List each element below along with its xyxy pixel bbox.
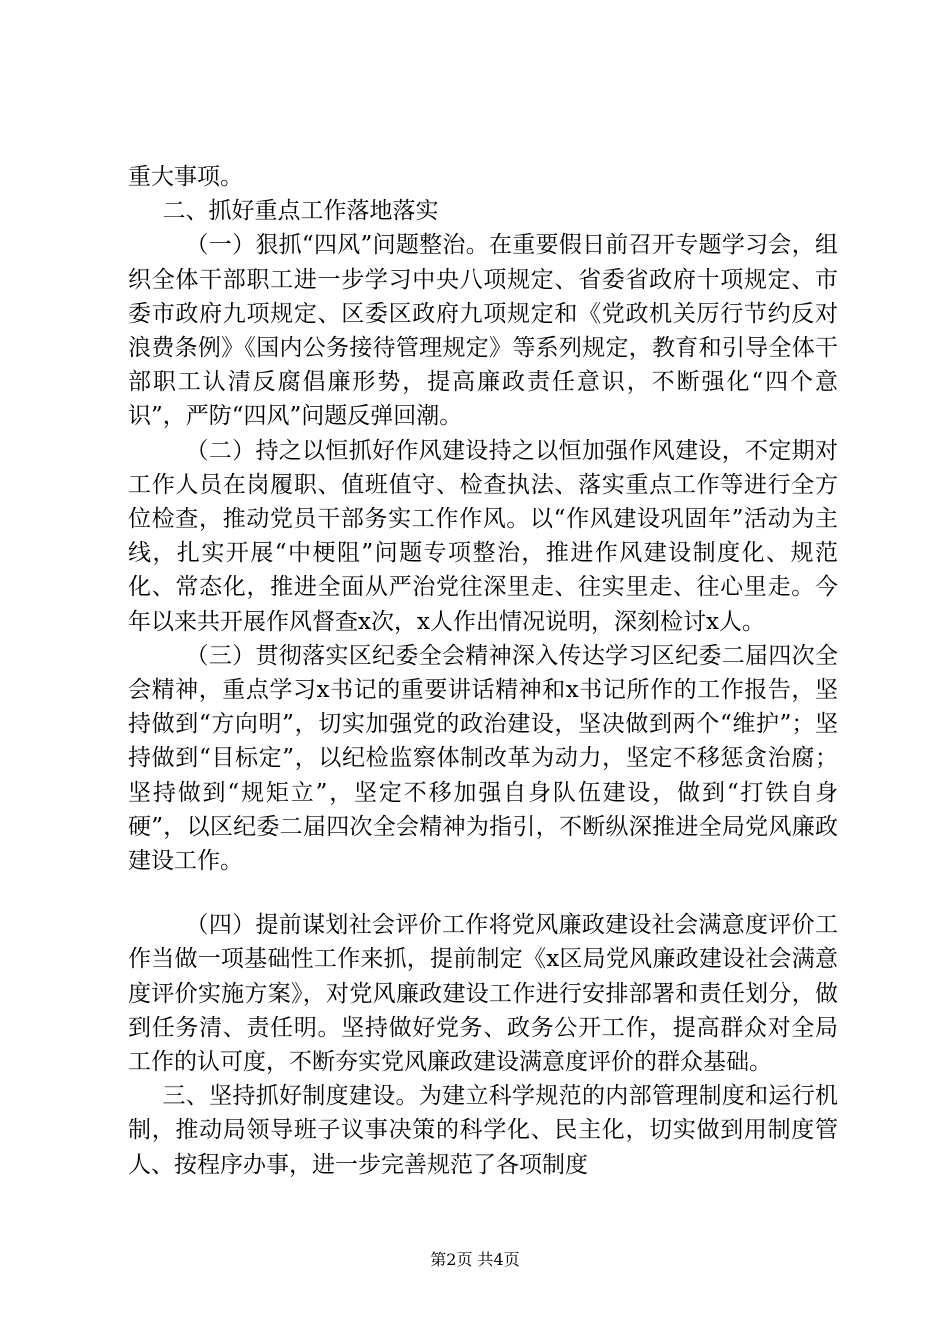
document-body [128,160,838,1182]
paragraph-item-2: （二）持之以恒抓好作风建设持之以恒加强作风建设，不定期对工作人员在岗履职、值班值守、检查执法、落实重点工作等进行全方位检查，推动党员干部务实工作作风。以“作风建设巩固年”活动为主线，扎实开展“中梗阻”问题专项整治，推进作风建设制度化、规范化、常态化，推进全面从严治党往深里走、往实里走、往心里走。今年以来共开展作风督查x次，x人作出情况说明，深刻检讨x人。 [128,437,838,635]
paragraph-spacer [128,878,838,908]
section-heading-2: 二、抓好重点工作落地落实 [162,198,439,225]
section-heading-3: 三、坚持抓好制度建设。为建立科学规范的内部管理制度和运行机制，推动局领导班子议事决策的科学化、民主化，切实做到用制度管人、按程序办事，进一步完善规范了各项制度 [128,1083,838,1178]
paragraph-continuation: 重大事项。 [128,164,243,190]
paragraph-item-3: （三）贯彻落实区纪委全会精神深入传达学习区纪委二届四次全会精神，重点学习x书记的重要讲话精神和x书记所作的工作报告，坚持做到“方向明”，切实加强党的政治建设，坚决做到两个“维护”；坚持做到“目标定”，以纪检监察体制改革为动力，坚定不移惩贪治腐；坚持做到“规矩立”，坚定不移加强自身队伍建设，做到“打铁自身硬”，以区纪委二届四次全会精神为指引，不断纵深推进全局党风廉政建设工作。 [128,642,838,875]
paragraph-item-1: （一）狠抓“四风”问题整治。在重要假日前召开专题学习会，组织全体干部职工进一步学习中央八项规定、省委省政府十项规定、市委市政府九项规定、区委区政府九项规定和《党政机关厉行节约反对浪费条例》《国内公务接待管理规定》等系列规定，教育和引导全体干部职工认清反腐倡廉形势，提高廉政责任意识，不断强化“四个意识”，严防“四风”问题反弹回潮。 [128,232,838,430]
paragraph-item-4: （四）提前谋划社会评价工作将党风廉政建设社会满意度评价工作当做一项基础性工作来抓，提前制定《x区局党风廉政建设社会满意度评价实施方案》，对党风廉政建设工作进行安排部署和责任划分，做到任务清、责任明。坚持做好党务、政务公开工作，提高群众对全局工作的认可度，不断夯实党风廉政建设满意度评价的群众基础。 [128,912,838,1076]
page-number-footer: 第2页 共4页 [430,1250,520,1269]
